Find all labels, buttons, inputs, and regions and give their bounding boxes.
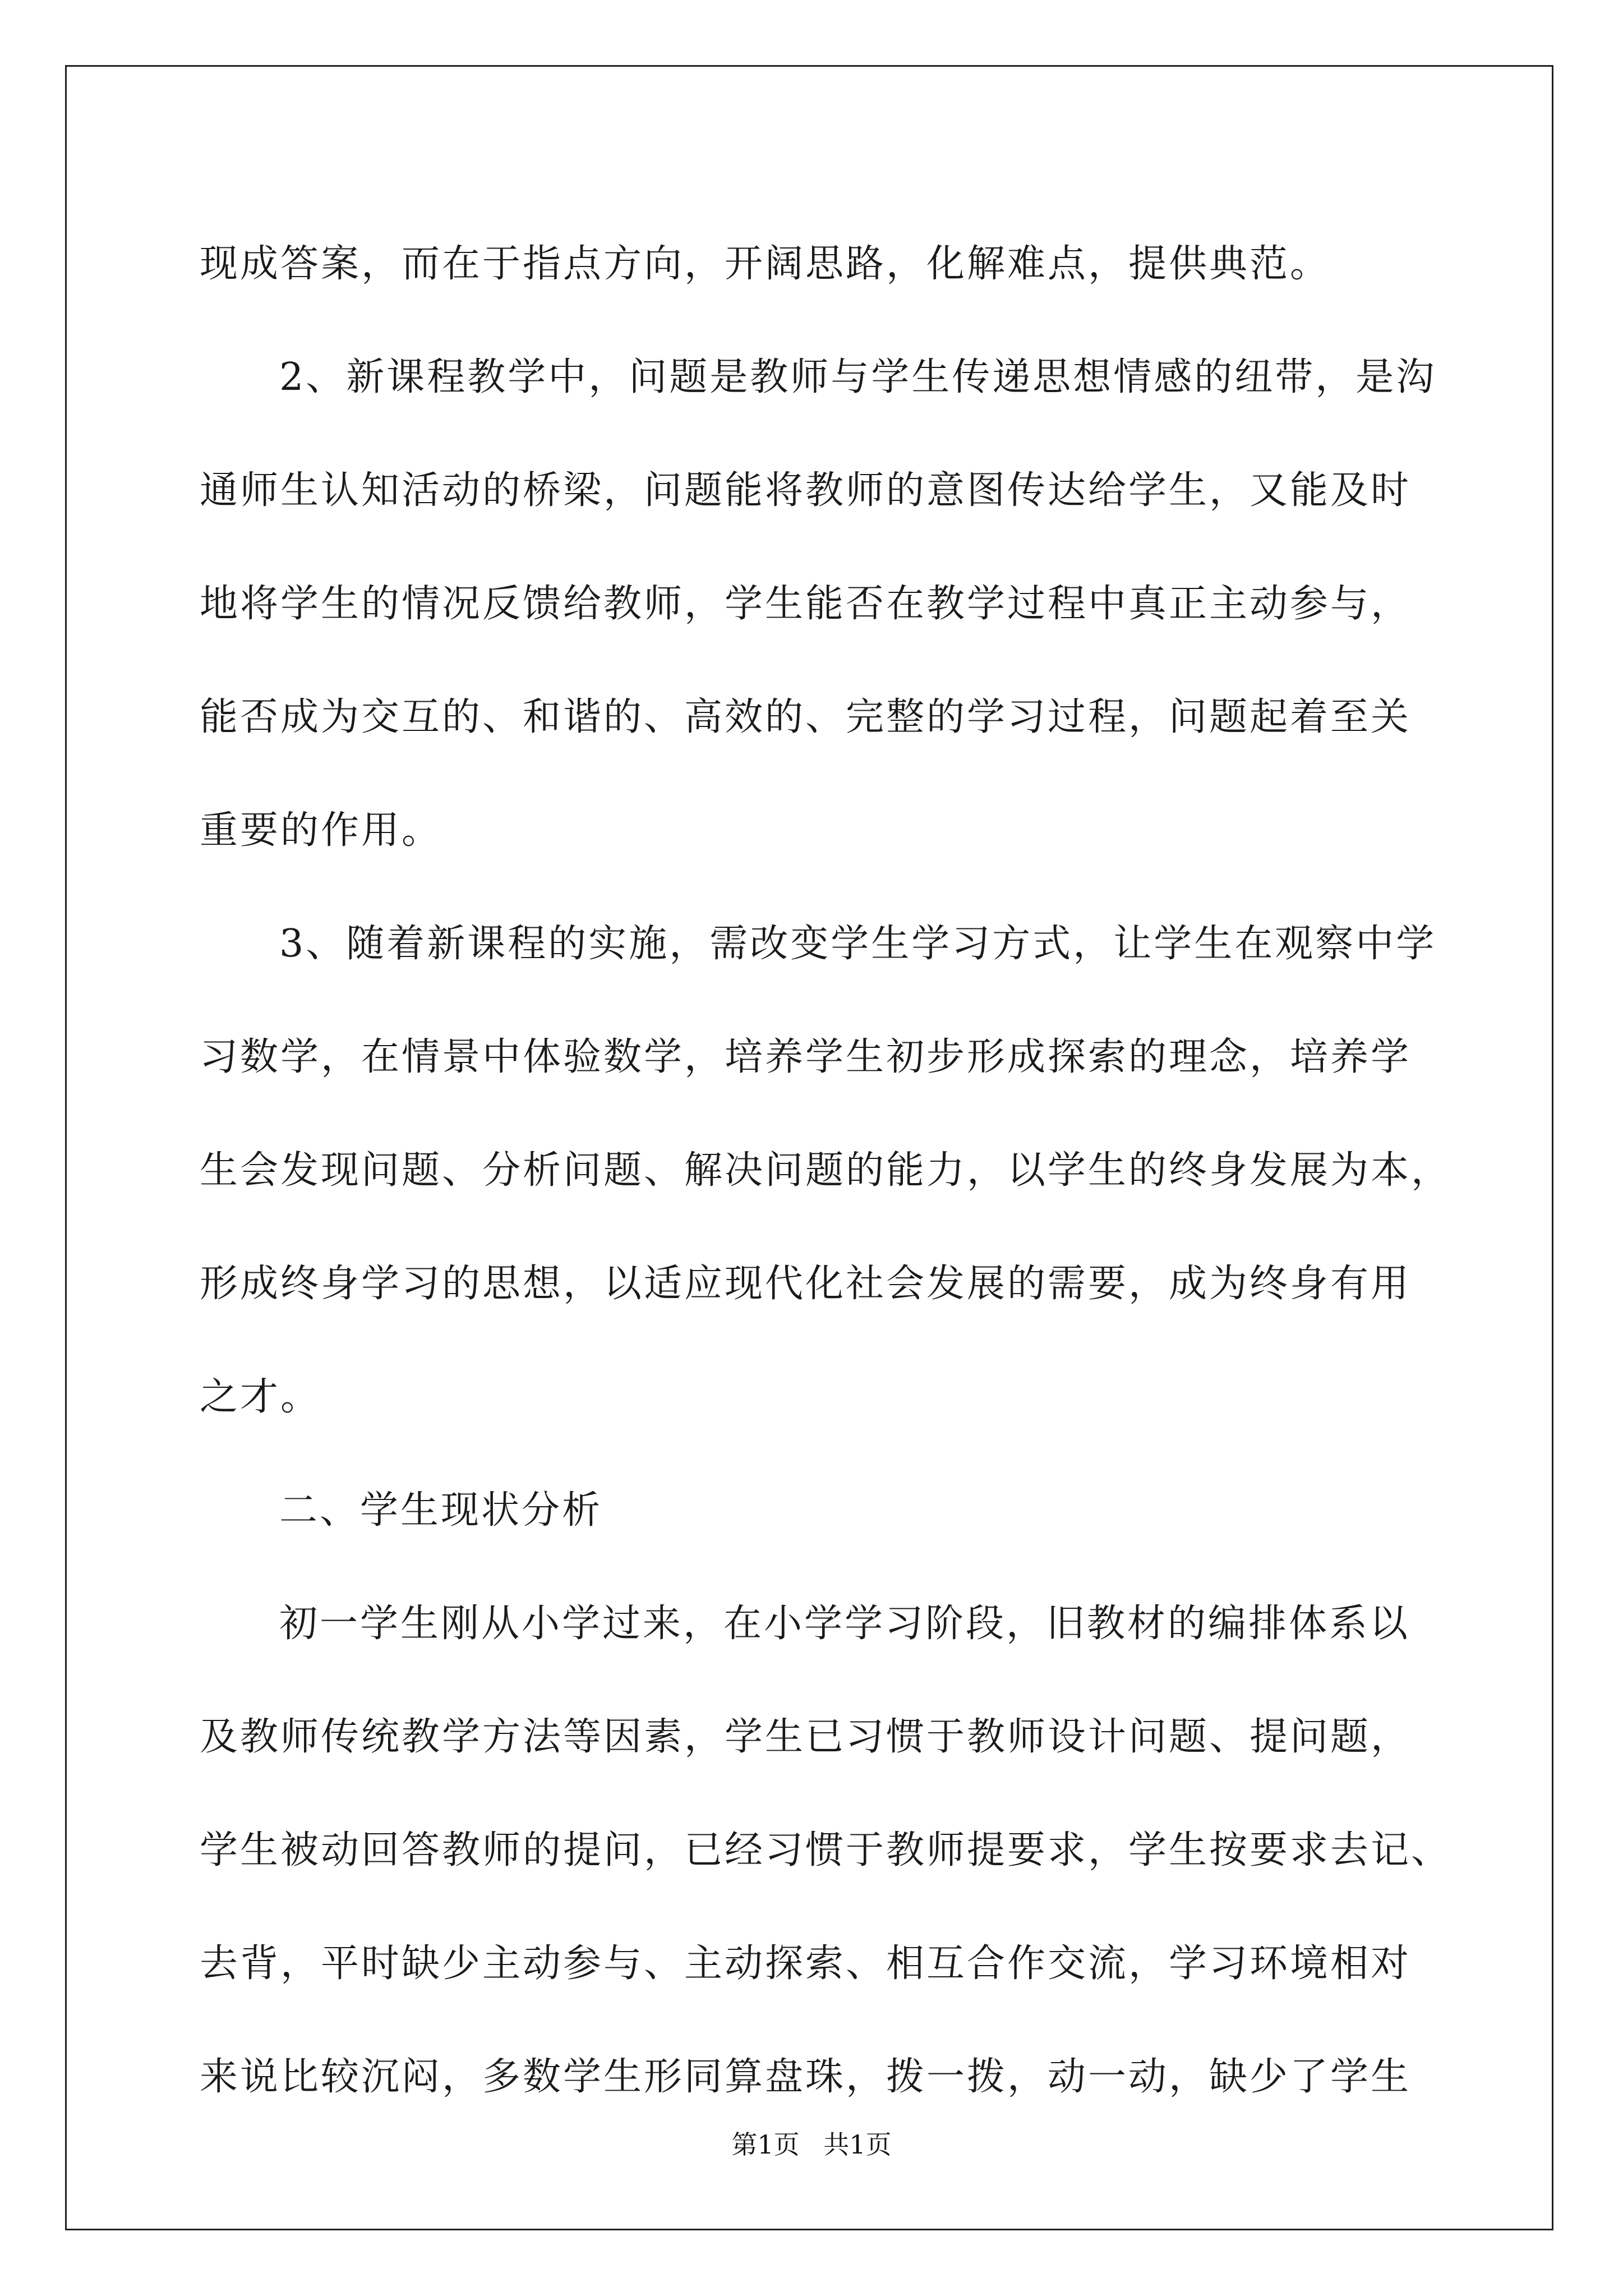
page-total: 共1页 xyxy=(823,2129,892,2160)
text-line: 2、新课程教学中，问题是教师与学生传递思想情感的纽带，是沟 xyxy=(279,355,1437,399)
text-line: 通师生认知活动的桥梁，问题能将教师的意图传达给学生，又能及时 xyxy=(200,468,1412,513)
text-line: 能否成为交互的、和谐的、高效的、完整的学习过程，问题起着至关 xyxy=(200,695,1412,739)
text-line: 3、随着新课程的实施，需改变学生学习方式，让学生在观察中学 xyxy=(279,922,1437,966)
section-heading: 二、学生现状分析 xyxy=(279,1488,603,1533)
text-line: 去背，平时缺少主动参与、主动探索、相互合作交流，学习环境相对 xyxy=(200,1941,1412,1986)
page-footer xyxy=(0,2128,1623,2161)
text-line: 学生被动回答教师的提问，已经习惯于教师提要求，学生按要求去记、 xyxy=(200,1828,1452,1872)
text-line: 重要的作用。 xyxy=(200,808,442,853)
text-line: 形成终身学习的思想，以适应现代化社会发展的需要，成为终身有用 xyxy=(200,1262,1412,1306)
text-line: 之才。 xyxy=(200,1375,321,1419)
text-line: 地将学生的情况反馈给教师，学生能否在教学过程中真正主动参与， xyxy=(200,582,1412,626)
text-line: 现成答案，而在于指点方向，开阔思路，化解难点，提供典范。 xyxy=(200,242,1331,286)
page-number: 第1页 xyxy=(731,2129,800,2160)
text-line: 习数学，在情景中体验数学，培养学生初步形成探索的理念，培养学 xyxy=(200,1035,1412,1079)
text-line: 生会发现问题、分析问题、解决问题的能力，以学生的终身发展为本， xyxy=(200,1148,1452,1193)
text-line: 来说比较沉闷，多数学生形同算盘珠，拨一拨，动一动，缺少了学生 xyxy=(200,2055,1412,2099)
text-line: 初一学生刚从小学过来，在小学学习阶段，旧教材的编排体系以 xyxy=(279,1602,1410,1646)
text-line: 及教师传统教学方法等因素，学生已习惯于教师设计问题、提问题， xyxy=(200,1715,1412,1759)
document-body xyxy=(200,208,1452,2134)
